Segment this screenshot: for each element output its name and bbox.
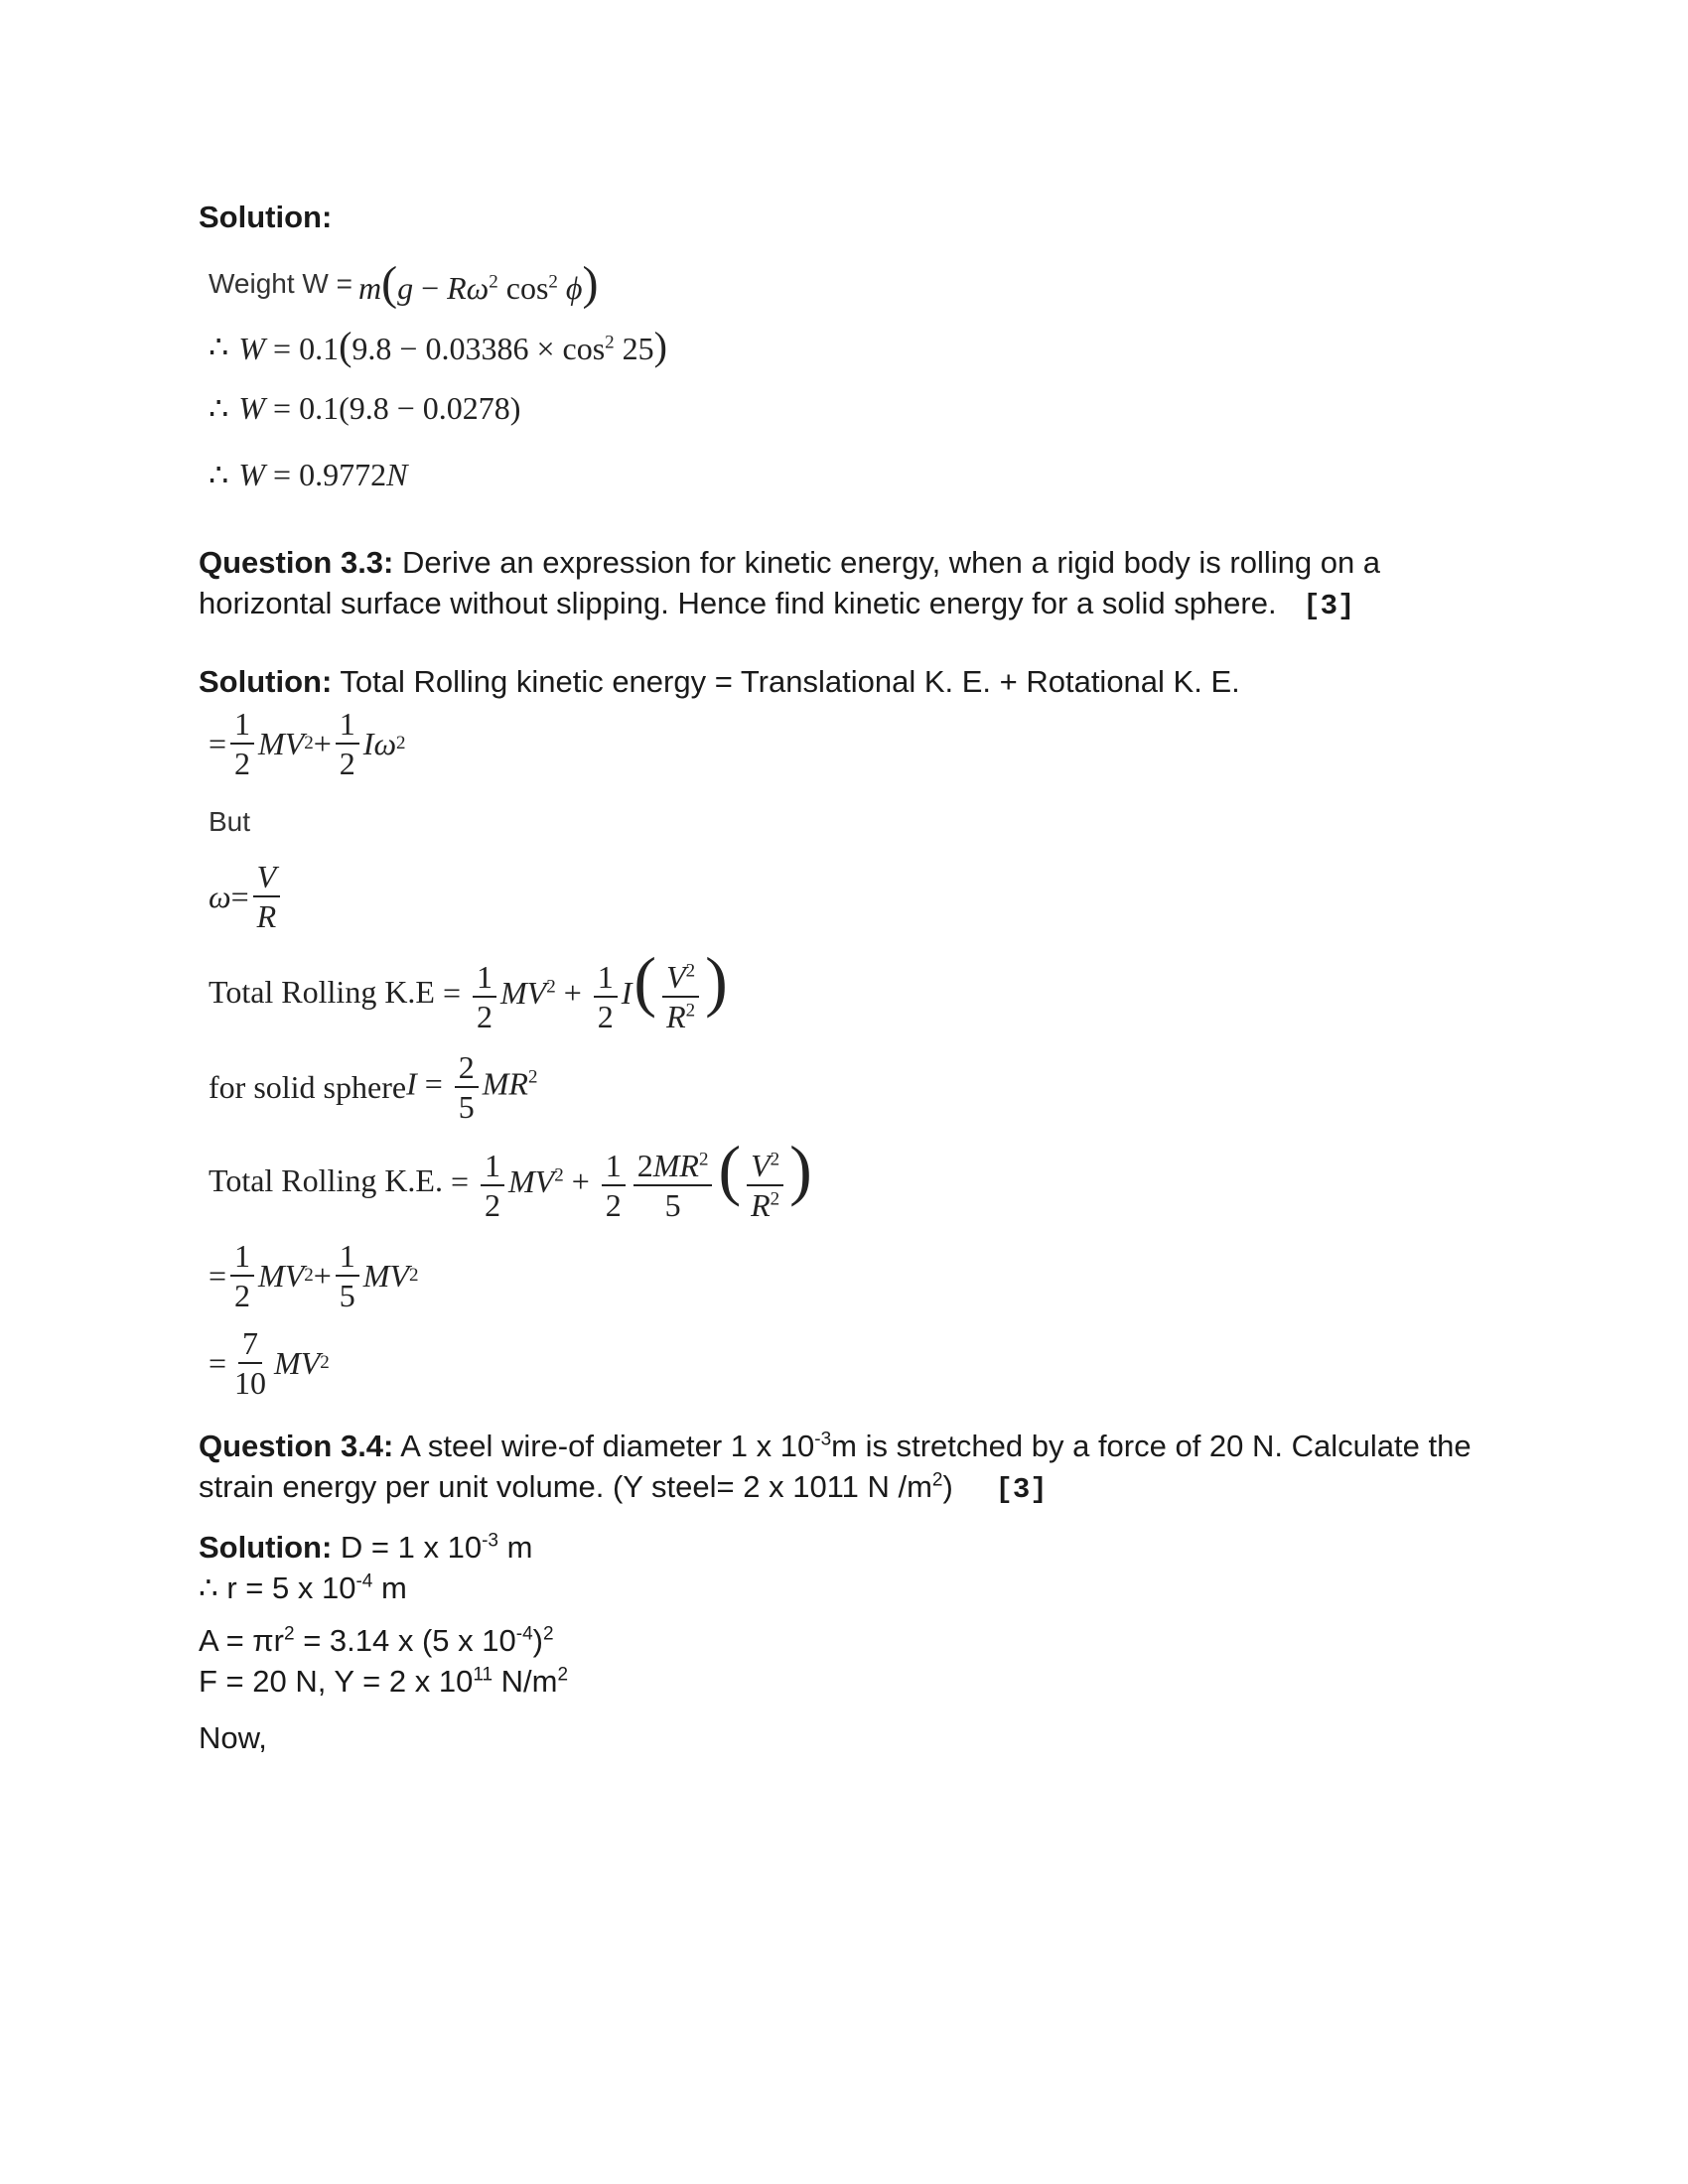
- solution-3-area: [199, 1620, 568, 1702]
- force-text: F = 20 N, Y = 2 x 10: [199, 1664, 474, 1699]
- solution-heading-2: Solution:: [199, 664, 333, 699]
- equation-ke-sum: = $\frac{1}{2}$ MV 2 + $\frac{1}{2}$ Iω 2: [209, 706, 406, 781]
- superscript: 2: [284, 1623, 295, 1645]
- equation-total-rolling-ke-sphere: Total Rolling K.E. = $\frac{1}{2}$ $MV^2$ + $\frac{1}{2}$ $\frac{2MR^2}{5}$ ( $\frac{V^2}{R^2}$ ): [209, 1132, 812, 1223]
- superscript: -3: [482, 1530, 498, 1552]
- solution-2-intro: [199, 661, 1240, 702]
- equation-ke-simplified: = $\frac{1}{2}$ MV 2 + $\frac{1}{5}$ MV 2: [209, 1238, 419, 1313]
- question-3-3: [199, 542, 1489, 626]
- question-text-c: ): [942, 1469, 953, 1504]
- diameter-text: D = 1 x 10: [340, 1530, 483, 1565]
- equation-solid-sphere-inertia: for solid sphere I = $\frac{2}{5}$ $MR^2$: [209, 1049, 538, 1125]
- solution-heading-3: Solution:: [199, 1530, 333, 1565]
- solution-3-line-3: [199, 1620, 568, 1661]
- solution-text: Total Rolling kinetic energy = Translational K. E. + Rotational K. E.: [340, 664, 1240, 699]
- equation-omega: ω = $\frac{V}{R}$: [209, 860, 284, 933]
- unit-text: m: [498, 1530, 533, 1565]
- marks-badge: [3]: [1303, 590, 1355, 622]
- equation-weight-substitution: ∴ $W = 0.1(9.8 - 0.03386 \times \cos^2 25)$: [209, 324, 667, 368]
- question-label: Question 3.4:: [199, 1429, 394, 1463]
- question-label: Question 3.3:: [199, 545, 394, 580]
- unit-text: N/m: [492, 1664, 558, 1699]
- equation-ke-final: = $\frac{7}{10}$ MV 2: [209, 1325, 330, 1401]
- total-ke-label: Total Rolling K.E: [209, 973, 435, 1010]
- superscript: -4: [515, 1623, 533, 1645]
- area-text-c: ): [532, 1623, 543, 1658]
- equation-weight-result: ∴ W = 0.9772N: [209, 456, 408, 492]
- marks-badge: [3]: [995, 1473, 1048, 1506]
- equation-total-rolling-ke: Total Rolling K.E = $\frac{1}{2}$ $MV^2$ + $\frac{1}{2}$ I( $\frac{V^2}{R^2}$ ): [209, 943, 728, 1034]
- superscript: -3: [814, 1429, 832, 1450]
- area-text: A = πr: [199, 1623, 285, 1658]
- superscript: -4: [355, 1570, 373, 1592]
- equation-weight-formula: Weight W = $m(g - R\omega^2$ $\cos^2 \phi$): [209, 257, 599, 310]
- superscript: 2: [543, 1623, 554, 1645]
- weight-prefix: Weight W =: [209, 267, 352, 299]
- therefore-symbol: ∴: [209, 457, 229, 492]
- superscript: 2: [931, 1469, 943, 1491]
- therefore-symbol: ∴: [209, 328, 229, 364]
- equation-weight-simplified: ∴ W = 0.1(9.8 − 0.0278): [209, 389, 521, 426]
- question-text: Derive an expression for kinetic energy, when a rigid body is rolling on a horizontal surface without slipping. Hence find kinetic energy for a solid sphere.: [199, 545, 1381, 620]
- radius-text: ∴ r = 5 x 10: [199, 1570, 356, 1605]
- question-text-a: A steel wire-of diameter 1 x 10: [400, 1429, 815, 1463]
- question-text-b: m is stretched by a force of 20 N. Calculate the strain energy per unit volume. (Y steel= 2 x 1011 N /m: [199, 1429, 1472, 1504]
- solution-heading-1: Solution:: [199, 200, 333, 234]
- solution-3-line-4: [199, 1661, 568, 1702]
- superscript: 11: [473, 1664, 493, 1686]
- solution-3: [199, 1527, 532, 1608]
- question-3-4: [199, 1426, 1489, 1510]
- solution-3-line-2: [199, 1568, 532, 1608]
- unit-text: m: [372, 1570, 407, 1605]
- therefore-symbol: ∴: [209, 390, 229, 426]
- solution-3-line-1: [199, 1527, 532, 1568]
- area-text-b: = 3.14 x (5 x 10: [294, 1623, 516, 1658]
- text-but: But: [209, 806, 251, 837]
- superscript: 2: [557, 1664, 569, 1686]
- solid-sphere-label: for solid sphere: [209, 1068, 407, 1105]
- total-ke-label-2: Total Rolling K.E.: [209, 1161, 443, 1198]
- text-now: Now,: [199, 1720, 267, 1755]
